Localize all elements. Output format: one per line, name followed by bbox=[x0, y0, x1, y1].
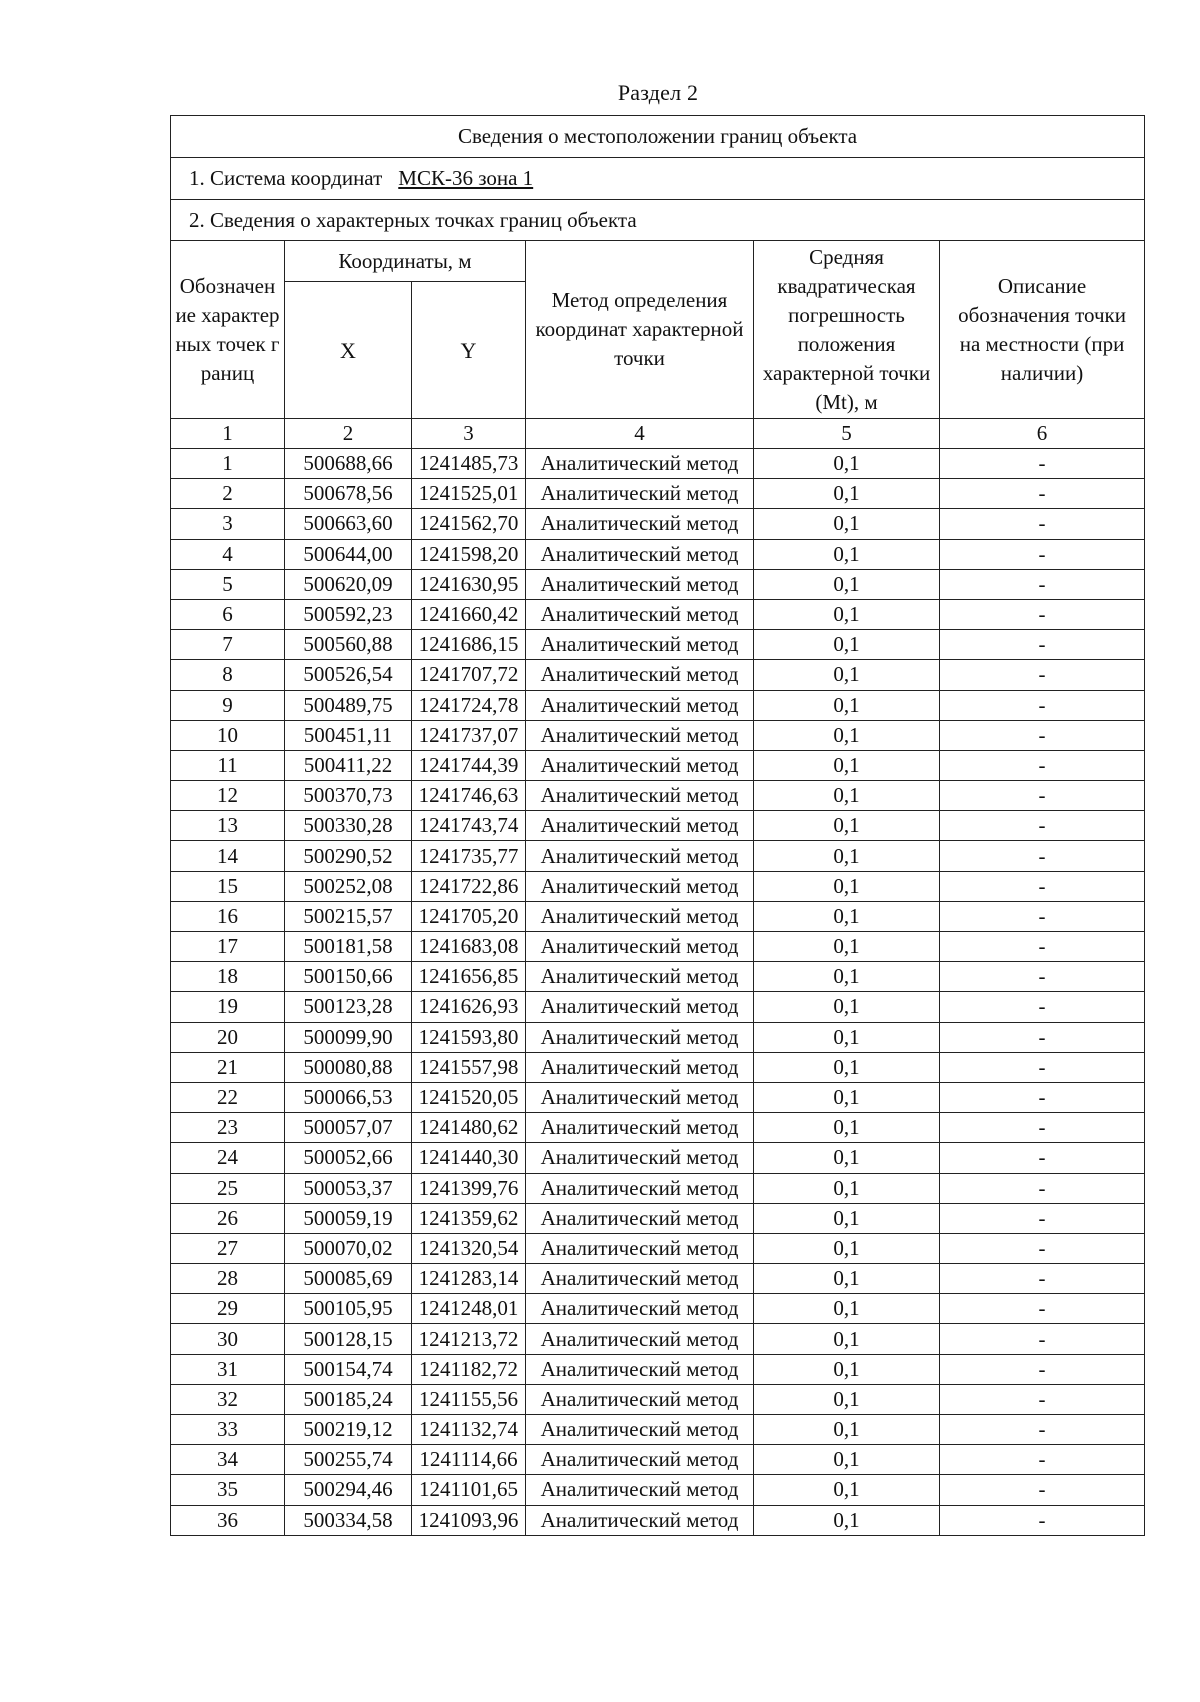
coord-y: 1241593,80 bbox=[412, 1022, 526, 1052]
point-description: - bbox=[940, 1475, 1145, 1505]
coord-y: 1241626,93 bbox=[412, 992, 526, 1022]
coord-x: 500057,07 bbox=[285, 1113, 412, 1143]
point-description: - bbox=[940, 781, 1145, 811]
table-row bbox=[171, 720, 1145, 750]
coord-x: 500370,73 bbox=[285, 781, 412, 811]
coord-y: 1241359,62 bbox=[412, 1203, 526, 1233]
header-error: Средняя квадратическая погрешность положения характерной точки (Mt), м bbox=[754, 241, 940, 419]
point-description: - bbox=[940, 1324, 1145, 1354]
method: Аналитический метод bbox=[526, 539, 754, 569]
coord-y: 1241744,39 bbox=[412, 750, 526, 780]
point-description: - bbox=[940, 1445, 1145, 1475]
point-number: 26 bbox=[171, 1203, 285, 1233]
table-row bbox=[171, 962, 1145, 992]
coord-x: 500219,12 bbox=[285, 1415, 412, 1445]
point-description: - bbox=[940, 1173, 1145, 1203]
method: Аналитический метод bbox=[526, 992, 754, 1022]
coord-x: 500080,88 bbox=[285, 1052, 412, 1082]
table-row bbox=[171, 841, 1145, 871]
point-number: 10 bbox=[171, 720, 285, 750]
coord-x: 500085,69 bbox=[285, 1264, 412, 1294]
coord-x: 500526,54 bbox=[285, 660, 412, 690]
coord-x: 500255,74 bbox=[285, 1445, 412, 1475]
mean-error: 0,1 bbox=[754, 1475, 940, 1505]
table-row bbox=[171, 750, 1145, 780]
coord-y: 1241562,70 bbox=[412, 509, 526, 539]
boundary-points-table bbox=[170, 115, 1145, 1536]
header-y: Y bbox=[412, 282, 526, 419]
point-description: - bbox=[940, 1354, 1145, 1384]
point-description: - bbox=[940, 932, 1145, 962]
mean-error: 0,1 bbox=[754, 720, 940, 750]
coord-x: 500123,28 bbox=[285, 992, 412, 1022]
point-description: - bbox=[940, 449, 1145, 479]
point-number: 32 bbox=[171, 1384, 285, 1414]
coord-y: 1241283,14 bbox=[412, 1264, 526, 1294]
table-row bbox=[171, 1384, 1145, 1414]
table-title-row bbox=[171, 116, 1145, 158]
method: Аналитический метод bbox=[526, 660, 754, 690]
column-number: 2 bbox=[285, 419, 412, 449]
mean-error: 0,1 bbox=[754, 1113, 940, 1143]
method: Аналитический метод bbox=[526, 750, 754, 780]
mean-error: 0,1 bbox=[754, 781, 940, 811]
point-description: - bbox=[940, 599, 1145, 629]
column-number: 3 bbox=[412, 419, 526, 449]
coord-y: 1241132,74 bbox=[412, 1415, 526, 1445]
coord-y: 1241735,77 bbox=[412, 841, 526, 871]
table-row bbox=[171, 811, 1145, 841]
coord-x: 500678,56 bbox=[285, 479, 412, 509]
mean-error: 0,1 bbox=[754, 449, 940, 479]
table-row bbox=[171, 630, 1145, 660]
coord-x: 500053,37 bbox=[285, 1173, 412, 1203]
method: Аналитический метод bbox=[526, 569, 754, 599]
method: Аналитический метод bbox=[526, 1052, 754, 1082]
mean-error: 0,1 bbox=[754, 630, 940, 660]
point-description: - bbox=[940, 1082, 1145, 1112]
table-row bbox=[171, 932, 1145, 962]
mean-error: 0,1 bbox=[754, 1384, 940, 1414]
coord-x: 500451,11 bbox=[285, 720, 412, 750]
point-number: 6 bbox=[171, 599, 285, 629]
table-row bbox=[171, 1445, 1145, 1475]
point-description: - bbox=[940, 841, 1145, 871]
method: Аналитический метод bbox=[526, 1324, 754, 1354]
table-row bbox=[171, 660, 1145, 690]
method: Аналитический метод bbox=[526, 509, 754, 539]
mean-error: 0,1 bbox=[754, 750, 940, 780]
table-row bbox=[171, 599, 1145, 629]
mean-error: 0,1 bbox=[754, 569, 940, 599]
coord-x: 500644,00 bbox=[285, 539, 412, 569]
coord-y: 1241743,74 bbox=[412, 811, 526, 841]
coord-y: 1241660,42 bbox=[412, 599, 526, 629]
table-title: Сведения о местоположении границ объекта bbox=[171, 116, 1145, 158]
method: Аналитический метод bbox=[526, 720, 754, 750]
method: Аналитический метод bbox=[526, 1505, 754, 1535]
point-description: - bbox=[940, 871, 1145, 901]
coord-x: 500070,02 bbox=[285, 1233, 412, 1263]
coord-y: 1241213,72 bbox=[412, 1324, 526, 1354]
point-number: 25 bbox=[171, 1173, 285, 1203]
mean-error: 0,1 bbox=[754, 871, 940, 901]
coord-y: 1241485,73 bbox=[412, 449, 526, 479]
table-row bbox=[171, 690, 1145, 720]
header-coordinates: Координаты, м bbox=[285, 241, 526, 282]
point-description: - bbox=[940, 1505, 1145, 1535]
coord-x: 500252,08 bbox=[285, 871, 412, 901]
table-row bbox=[171, 479, 1145, 509]
point-description: - bbox=[940, 1384, 1145, 1414]
mean-error: 0,1 bbox=[754, 539, 940, 569]
mean-error: 0,1 bbox=[754, 932, 940, 962]
coord-y: 1241114,66 bbox=[412, 1445, 526, 1475]
coord-x: 500181,58 bbox=[285, 932, 412, 962]
mean-error: 0,1 bbox=[754, 1203, 940, 1233]
point-number: 17 bbox=[171, 932, 285, 962]
table-row bbox=[171, 509, 1145, 539]
point-description: - bbox=[940, 1294, 1145, 1324]
method: Аналитический метод bbox=[526, 1384, 754, 1414]
point-number: 14 bbox=[171, 841, 285, 871]
point-description: - bbox=[940, 569, 1145, 599]
point-number: 1 bbox=[171, 449, 285, 479]
point-number: 23 bbox=[171, 1113, 285, 1143]
table-row bbox=[171, 1203, 1145, 1233]
mean-error: 0,1 bbox=[754, 962, 940, 992]
method: Аналитический метод bbox=[526, 479, 754, 509]
mean-error: 0,1 bbox=[754, 1294, 940, 1324]
method: Аналитический метод bbox=[526, 1082, 754, 1112]
point-number: 5 bbox=[171, 569, 285, 599]
coord-x: 500663,60 bbox=[285, 509, 412, 539]
coord-y: 1241520,05 bbox=[412, 1082, 526, 1112]
point-number: 15 bbox=[171, 871, 285, 901]
mean-error: 0,1 bbox=[754, 1082, 940, 1112]
coord-y: 1241093,96 bbox=[412, 1505, 526, 1535]
coord-system-label: 1. Система координат bbox=[189, 166, 383, 190]
method: Аналитический метод bbox=[526, 1113, 754, 1143]
coord-x: 500150,66 bbox=[285, 962, 412, 992]
coord-x: 500059,19 bbox=[285, 1203, 412, 1233]
method: Аналитический метод bbox=[526, 449, 754, 479]
coord-system-cell bbox=[171, 158, 1145, 200]
point-number: 16 bbox=[171, 901, 285, 931]
coord-x: 500128,15 bbox=[285, 1324, 412, 1354]
coord-y: 1241724,78 bbox=[412, 690, 526, 720]
point-description: - bbox=[940, 1113, 1145, 1143]
table-row bbox=[171, 1324, 1145, 1354]
coord-system-row bbox=[171, 158, 1145, 200]
table-row bbox=[171, 1294, 1145, 1324]
coord-y: 1241707,72 bbox=[412, 660, 526, 690]
table-row bbox=[171, 871, 1145, 901]
point-description: - bbox=[940, 720, 1145, 750]
point-description: - bbox=[940, 750, 1145, 780]
table-row bbox=[171, 1173, 1145, 1203]
point-number: 11 bbox=[171, 750, 285, 780]
point-description: - bbox=[940, 690, 1145, 720]
table-row bbox=[171, 1415, 1145, 1445]
coord-x: 500215,57 bbox=[285, 901, 412, 931]
table-row bbox=[171, 1233, 1145, 1263]
method: Аналитический метод bbox=[526, 690, 754, 720]
point-number: 35 bbox=[171, 1475, 285, 1505]
point-description: - bbox=[940, 1143, 1145, 1173]
coord-y: 1241705,20 bbox=[412, 901, 526, 931]
point-number: 4 bbox=[171, 539, 285, 569]
point-number: 20 bbox=[171, 1022, 285, 1052]
point-number: 9 bbox=[171, 690, 285, 720]
coord-y: 1241101,65 bbox=[412, 1475, 526, 1505]
point-description: - bbox=[940, 479, 1145, 509]
method: Аналитический метод bbox=[526, 811, 754, 841]
point-description: - bbox=[940, 630, 1145, 660]
header-x: X bbox=[285, 282, 412, 419]
coord-x: 500592,23 bbox=[285, 599, 412, 629]
point-description: - bbox=[940, 1052, 1145, 1082]
mean-error: 0,1 bbox=[754, 1415, 940, 1445]
mean-error: 0,1 bbox=[754, 1445, 940, 1475]
table-row bbox=[171, 1354, 1145, 1384]
point-description: - bbox=[940, 962, 1145, 992]
column-numbers-row bbox=[171, 419, 1145, 449]
coord-y: 1241440,30 bbox=[412, 1143, 526, 1173]
method: Аналитический метод bbox=[526, 1173, 754, 1203]
point-description: - bbox=[940, 1415, 1145, 1445]
coord-x: 500560,88 bbox=[285, 630, 412, 660]
point-description: - bbox=[940, 1203, 1145, 1233]
point-number: 27 bbox=[171, 1233, 285, 1263]
coord-x: 500052,66 bbox=[285, 1143, 412, 1173]
mean-error: 0,1 bbox=[754, 1173, 940, 1203]
method: Аналитический метод bbox=[526, 1475, 754, 1505]
mean-error: 0,1 bbox=[754, 811, 940, 841]
method: Аналитический метод bbox=[526, 1445, 754, 1475]
table-row bbox=[171, 901, 1145, 931]
point-number: 12 bbox=[171, 781, 285, 811]
table-row bbox=[171, 1113, 1145, 1143]
method: Аналитический метод bbox=[526, 962, 754, 992]
point-number: 13 bbox=[171, 811, 285, 841]
header-designation: Обозначение характерных точек границ bbox=[171, 241, 285, 419]
coord-y: 1241722,86 bbox=[412, 871, 526, 901]
coord-x: 500099,90 bbox=[285, 1022, 412, 1052]
point-description: - bbox=[940, 660, 1145, 690]
point-number: 36 bbox=[171, 1505, 285, 1535]
table-row bbox=[171, 1505, 1145, 1535]
mean-error: 0,1 bbox=[754, 1264, 940, 1294]
coord-y: 1241155,56 bbox=[412, 1384, 526, 1414]
coord-x: 500688,66 bbox=[285, 449, 412, 479]
method: Аналитический метод bbox=[526, 1415, 754, 1445]
coord-y: 1241182,72 bbox=[412, 1354, 526, 1384]
point-number: 33 bbox=[171, 1415, 285, 1445]
section-title: Раздел 2 bbox=[617, 80, 699, 105]
column-number: 5 bbox=[754, 419, 940, 449]
coord-y: 1241656,85 bbox=[412, 962, 526, 992]
header-row-1 bbox=[171, 241, 1145, 282]
coord-x: 500489,75 bbox=[285, 690, 412, 720]
point-number: 21 bbox=[171, 1052, 285, 1082]
coord-y: 1241683,08 bbox=[412, 932, 526, 962]
point-number: 22 bbox=[171, 1082, 285, 1112]
column-number: 4 bbox=[526, 419, 754, 449]
coord-y: 1241737,07 bbox=[412, 720, 526, 750]
coord-x: 500105,95 bbox=[285, 1294, 412, 1324]
method: Аналитический метод bbox=[526, 1022, 754, 1052]
point-description: - bbox=[940, 539, 1145, 569]
point-number: 7 bbox=[171, 630, 285, 660]
point-number: 2 bbox=[171, 479, 285, 509]
point-number: 31 bbox=[171, 1354, 285, 1384]
coord-x: 500620,09 bbox=[285, 569, 412, 599]
coord-y: 1241630,95 bbox=[412, 569, 526, 599]
method: Аналитический метод bbox=[526, 932, 754, 962]
mean-error: 0,1 bbox=[754, 841, 940, 871]
column-number: 1 bbox=[171, 419, 285, 449]
method: Аналитический метод bbox=[526, 1233, 754, 1263]
point-number: 28 bbox=[171, 1264, 285, 1294]
mean-error: 0,1 bbox=[754, 1022, 940, 1052]
point-description: - bbox=[940, 1233, 1145, 1263]
point-description: - bbox=[940, 992, 1145, 1022]
coord-y: 1241598,20 bbox=[412, 539, 526, 569]
method: Аналитический метод bbox=[526, 1143, 754, 1173]
mean-error: 0,1 bbox=[754, 690, 940, 720]
point-number: 8 bbox=[171, 660, 285, 690]
mean-error: 0,1 bbox=[754, 479, 940, 509]
table-row bbox=[171, 449, 1145, 479]
point-number: 34 bbox=[171, 1445, 285, 1475]
coord-x: 500185,24 bbox=[285, 1384, 412, 1414]
method: Аналитический метод bbox=[526, 1203, 754, 1233]
mean-error: 0,1 bbox=[754, 599, 940, 629]
method: Аналитический метод bbox=[526, 901, 754, 931]
coord-y: 1241525,01 bbox=[412, 479, 526, 509]
header-method: Метод определения координат характерной точки bbox=[526, 241, 754, 419]
mean-error: 0,1 bbox=[754, 660, 940, 690]
coord-x: 500066,53 bbox=[285, 1082, 412, 1112]
table-row bbox=[171, 1052, 1145, 1082]
method: Аналитический метод bbox=[526, 1294, 754, 1324]
mean-error: 0,1 bbox=[754, 901, 940, 931]
method: Аналитический метод bbox=[526, 599, 754, 629]
coord-y: 1241746,63 bbox=[412, 781, 526, 811]
coord-y: 1241320,54 bbox=[412, 1233, 526, 1263]
method: Аналитический метод bbox=[526, 841, 754, 871]
table-row bbox=[171, 1022, 1145, 1052]
coord-x: 500330,28 bbox=[285, 811, 412, 841]
mean-error: 0,1 bbox=[754, 992, 940, 1022]
coord-x: 500334,58 bbox=[285, 1505, 412, 1535]
header-description: Описание обозначения точки на местности (при наличии) bbox=[940, 241, 1145, 419]
coord-y: 1241248,01 bbox=[412, 1294, 526, 1324]
column-number: 6 bbox=[940, 419, 1145, 449]
points-caption: 2. Сведения о характерных точках границ объекта bbox=[171, 200, 1145, 241]
method: Аналитический метод bbox=[526, 871, 754, 901]
point-description: - bbox=[940, 509, 1145, 539]
mean-error: 0,1 bbox=[754, 1324, 940, 1354]
coord-system-value: МСК-36 зона 1 bbox=[398, 166, 534, 190]
coord-y: 1241480,62 bbox=[412, 1113, 526, 1143]
method: Аналитический метод bbox=[526, 630, 754, 660]
points-caption-row bbox=[171, 200, 1145, 241]
mean-error: 0,1 bbox=[754, 1354, 940, 1384]
mean-error: 0,1 bbox=[754, 509, 940, 539]
coord-x: 500290,52 bbox=[285, 841, 412, 871]
point-number: 19 bbox=[171, 992, 285, 1022]
mean-error: 0,1 bbox=[754, 1233, 940, 1263]
point-number: 29 bbox=[171, 1294, 285, 1324]
coord-y: 1241686,15 bbox=[412, 630, 526, 660]
method: Аналитический метод bbox=[526, 1354, 754, 1384]
point-number: 24 bbox=[171, 1143, 285, 1173]
table-row bbox=[171, 992, 1145, 1022]
method: Аналитический метод bbox=[526, 781, 754, 811]
point-number: 18 bbox=[171, 962, 285, 992]
table-row bbox=[171, 1264, 1145, 1294]
table-row bbox=[171, 1143, 1145, 1173]
coord-y: 1241399,76 bbox=[412, 1173, 526, 1203]
method: Аналитический метод bbox=[526, 1264, 754, 1294]
point-number: 30 bbox=[171, 1324, 285, 1354]
coord-x: 500154,74 bbox=[285, 1354, 412, 1384]
mean-error: 0,1 bbox=[754, 1052, 940, 1082]
table-row bbox=[171, 1475, 1145, 1505]
coord-y: 1241557,98 bbox=[412, 1052, 526, 1082]
point-number: 3 bbox=[171, 509, 285, 539]
coord-x: 500411,22 bbox=[285, 750, 412, 780]
coord-x: 500294,46 bbox=[285, 1475, 412, 1505]
mean-error: 0,1 bbox=[754, 1505, 940, 1535]
point-description: - bbox=[940, 811, 1145, 841]
table-row bbox=[171, 539, 1145, 569]
table-row bbox=[171, 569, 1145, 599]
point-description: - bbox=[940, 1022, 1145, 1052]
point-description: - bbox=[940, 901, 1145, 931]
point-description: - bbox=[940, 1264, 1145, 1294]
mean-error: 0,1 bbox=[754, 1143, 940, 1173]
table-row bbox=[171, 1082, 1145, 1112]
table-row bbox=[171, 781, 1145, 811]
